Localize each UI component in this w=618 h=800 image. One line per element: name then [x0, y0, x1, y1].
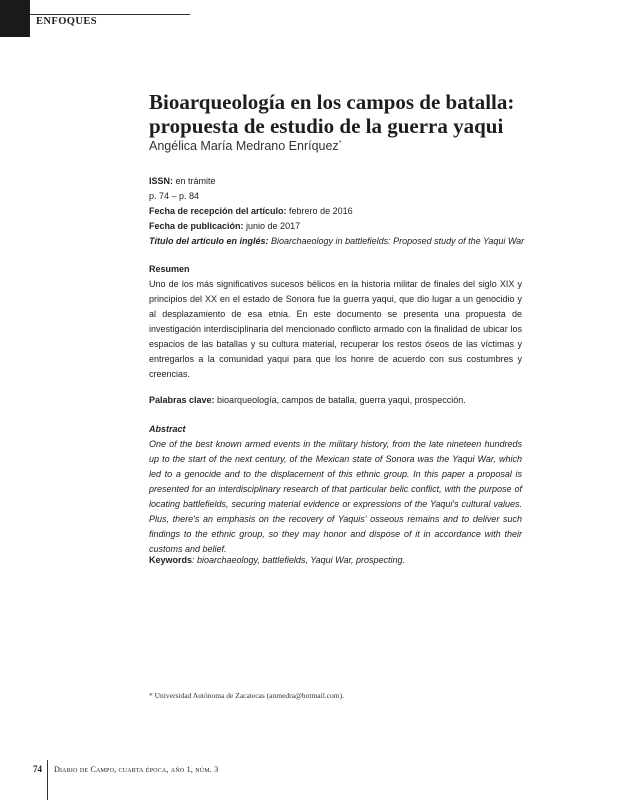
- issn-line: [149, 174, 569, 189]
- article-title: [149, 90, 569, 138]
- issn-value: en trámite: [173, 176, 216, 186]
- footer-divider: [47, 760, 48, 800]
- article-title-line-2: propuesta de estudio de la guerra yaqui: [149, 114, 504, 138]
- journal-running-footer: Diario de Campo, cuarta época, año 1, núm. 3: [54, 765, 219, 774]
- published-label: Fecha de publicación:: [149, 221, 244, 231]
- article-author: [149, 139, 341, 153]
- palabras-clave-section: [149, 393, 522, 408]
- published-date-line: [149, 219, 569, 234]
- english-title-line: [149, 234, 569, 249]
- author-footnote-mark: *: [338, 139, 342, 147]
- author-name: Angélica María Medrano Enríquez: [149, 139, 339, 153]
- resumen-body: Uno de los más significativos sucesos bélicos en la historia militar de finales del siglo XIX y principios del XX en el estado de Sonora fue la guerra yaqui, que dio lugar a un genocidio y al desplazamiento de esa etnia. En este documento se presenta una propuesta de investigación interdisciplinaria del mencionado conflicto armado con la finalidad de ubicar los espacios de las batallas y su cultura material, recuperar los restos óseos de las víctimas y entregarlos a la comunidad yaqui para que los honre de acuerdo con sus costumbres y creencias.: [149, 279, 522, 379]
- author-affiliation-footnote: * Universidad Autónoma de Zacatecas (anmedra@hotmail.com).: [149, 691, 344, 700]
- header-corner-block: [0, 0, 30, 37]
- article-metadata: [149, 174, 569, 249]
- received-date-line: [149, 204, 569, 219]
- resumen-heading: Resumen: [149, 264, 190, 274]
- pages-line: p. 74 – p. 84: [149, 191, 200, 201]
- english-title-value: Bioarchaeology in battlefields: Proposed study of the Yaqui War: [268, 236, 525, 246]
- keywords-label: Keywords: [149, 555, 193, 565]
- published-value: junio de 2017: [243, 221, 301, 231]
- received-value: febrero de 2016: [286, 206, 353, 216]
- received-label: Fecha de recepción del artículo:: [149, 206, 287, 216]
- palabras-clave-value: bioarqueología, campos de batalla, guerra yaqui, prospección.: [214, 395, 466, 405]
- header-rule: [30, 14, 190, 15]
- keywords-section: [149, 553, 522, 568]
- abstract-heading: Abstract: [149, 424, 186, 434]
- issn-label: ISSN:: [149, 176, 174, 186]
- english-title-label: Título del artículo en inglés:: [149, 236, 269, 246]
- keywords-value: : bioarchaeology, battlefields, Yaqui War, prospecting.: [192, 555, 405, 565]
- article-title-line-1: Bioarqueología en los campos de batalla:: [149, 90, 515, 114]
- abstract-section: [149, 422, 522, 557]
- page-number: 74: [33, 764, 42, 774]
- resumen-section: [149, 262, 522, 382]
- section-tag: ENFOQUES: [36, 16, 97, 27]
- palabras-clave-label: Palabras clave:: [149, 395, 215, 405]
- abstract-body: One of the best known armed events in the military history, from the late nineteen hundreds up to the start of the next century, of the Mexican state of Sonora was the Yaqui War, which led to a genocide and to the displacement of this ethnic group. In this paper a proposal is presented for an interdisciplinary research of that particular belic conflict, with the purpose of locating battlefields, securing material evidence or expressions of the Yaqui's cultural values. Plus, there's an emphasis on the recovery of Yaquis' osseous remains and to deliver such findings to the ethnic group, so they may honor and dispose of it in accordance with their customs and belief.: [149, 439, 522, 554]
